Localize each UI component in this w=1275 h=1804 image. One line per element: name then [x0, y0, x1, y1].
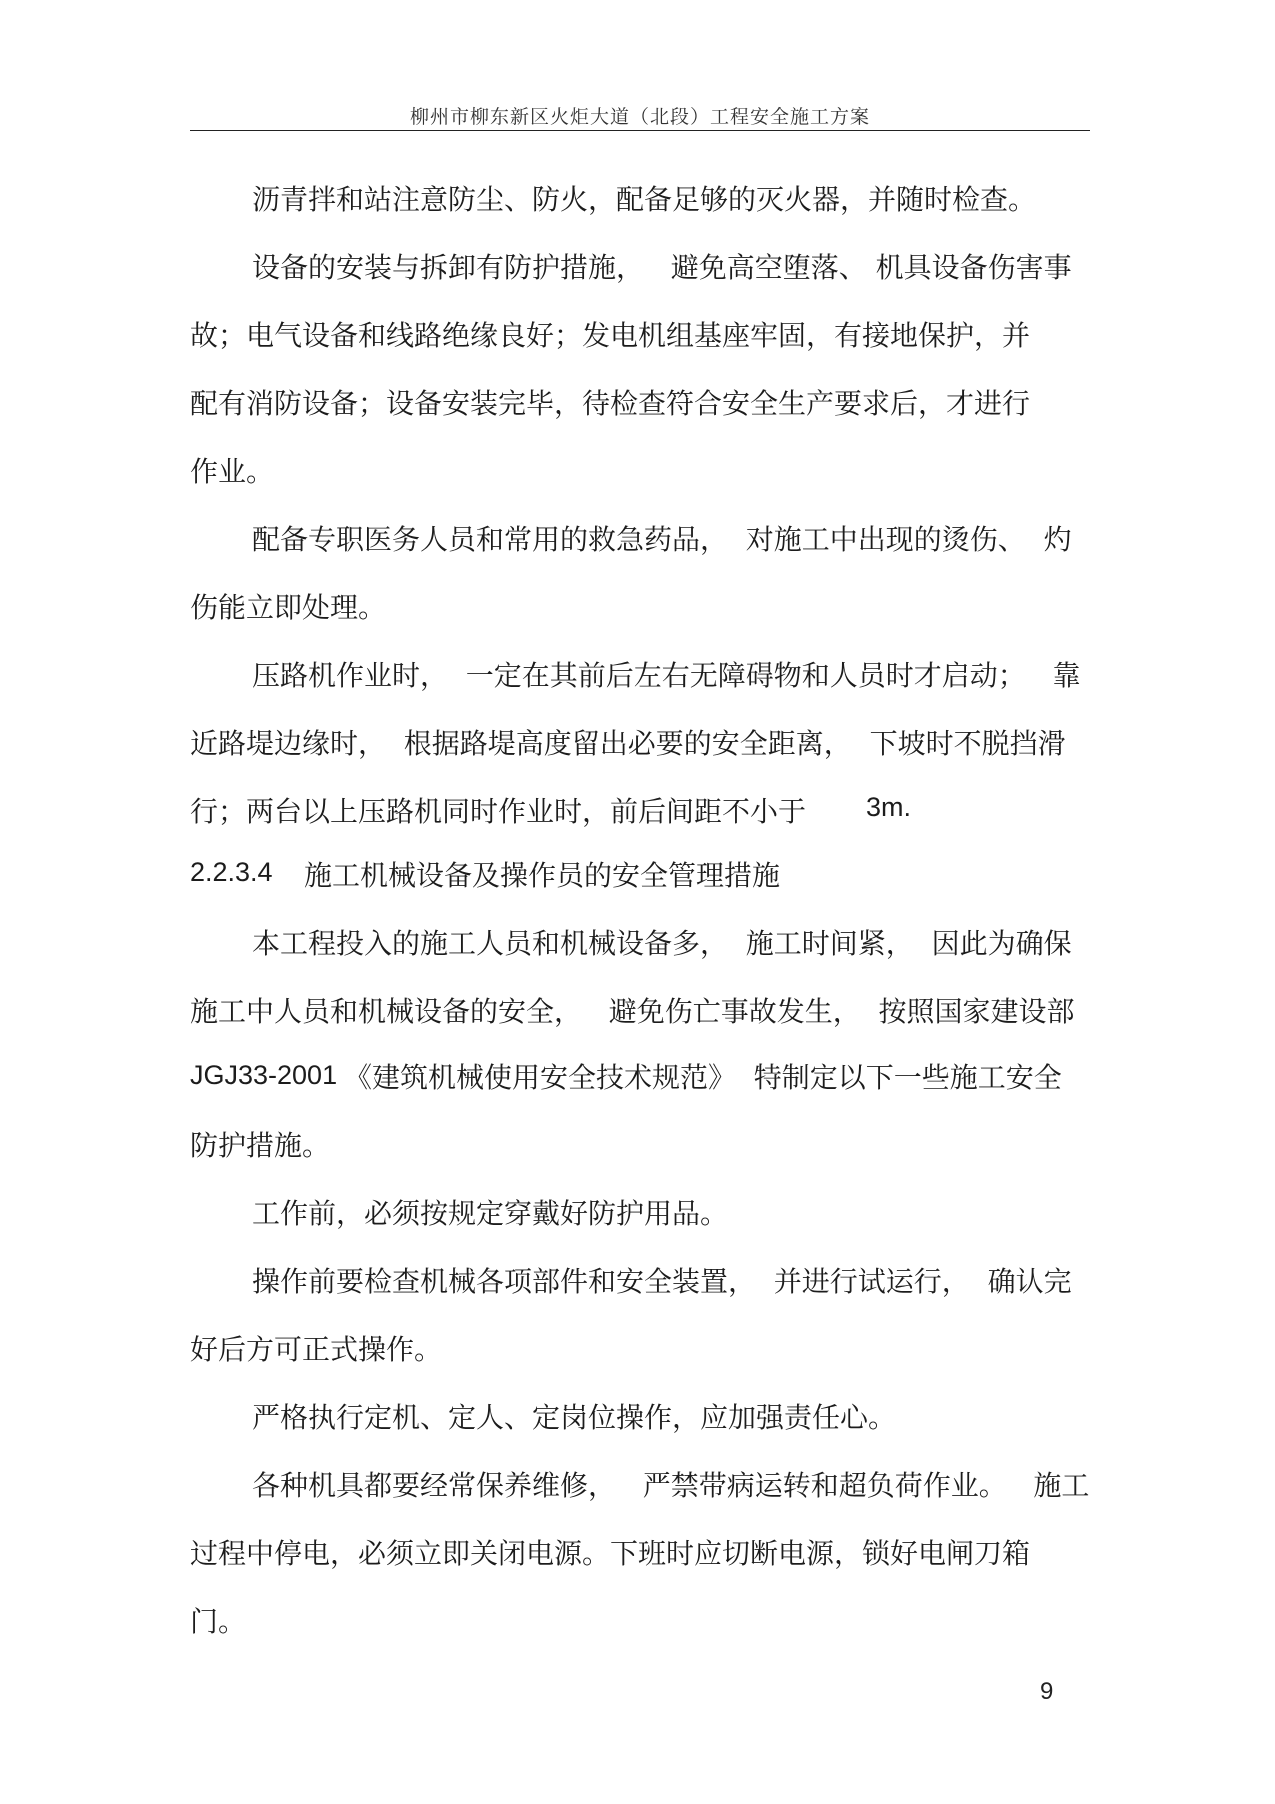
section-number: 2.2.3.4 — [190, 857, 273, 887]
text-line: 压路机作业时， 一定在其前后左右无障碍物和人员时才启动； 靠 — [252, 659, 1081, 692]
text-line: 配有消防设备；设备安装完毕，待检查符合安全生产要求后，才进行 — [190, 387, 1031, 420]
text-line: 施工中人员和机械设备的安全， 避免伤亡事故发生， 按照国家建设部 — [190, 995, 1075, 1028]
text-line: 《建筑机械使用安全技术规范》 特制定以下一些施工安全 — [344, 1061, 1062, 1094]
text-line: 过程中停电，必须立即关闭电源。下班时应切断电源，锁好电闸刀箱 — [190, 1537, 1031, 1570]
text-line: 行；两台以上压路机同时作业时，前后间距不小于 — [190, 795, 807, 828]
page-header — [190, 92, 1090, 131]
text-line: 作业。 — [190, 455, 275, 488]
text-line: 近路堤边缘时， 根据路堤高度留出必要的安全距离， 下坡时不脱挡滑 — [190, 727, 1066, 760]
text-line: 好后方可正式操作。 — [190, 1333, 443, 1366]
text-line: 工作前，必须按规定穿戴好防护用品。 — [252, 1197, 729, 1230]
text-line: 沥青拌和站注意防尘、防火，配备足够的灭火器，并随时检查。 — [252, 183, 1037, 216]
text-line: 防护措施。 — [190, 1129, 331, 1162]
text-line: 严格执行定机、定人、定岗位操作，应加强责任心。 — [252, 1401, 897, 1434]
text-line: 故；电气设备和线路绝缘良好；发电机组基座牢固，有接地保护，并 — [190, 319, 1031, 352]
text-line: 设备的安装与拆卸有防护措施， 避免高空堕落、 机具设备伤害事 — [252, 251, 1072, 284]
text-line: 伤能立即处理。 — [190, 591, 387, 624]
document-title: 柳州市柳东新区火炬大道（北段）工程安全施工方案 — [409, 106, 870, 128]
text-line: 操作前要检查机械各项部件和安全装置， 并进行试运行， 确认完 — [252, 1265, 1072, 1298]
section-heading: 施工机械设备及操作员的安全管理措施 — [304, 859, 781, 892]
text-line: 门。 — [190, 1605, 247, 1638]
page-number: 9 — [1040, 1678, 1054, 1705]
measurement-value: 3m. — [866, 792, 912, 822]
text-line: 配备专职医务人员和常用的救急药品， 对施工中出现的烫伤、 灼 — [252, 523, 1072, 556]
standard-code: JGJ33-2001 — [190, 1060, 338, 1090]
text-line: 各种机具都要经常保养维修， 严禁带病运转和超负荷作业。 施工 — [252, 1469, 1090, 1502]
text-line: 本工程投入的施工人员和机械设备多， 施工时间紧， 因此为确保 — [252, 927, 1072, 960]
